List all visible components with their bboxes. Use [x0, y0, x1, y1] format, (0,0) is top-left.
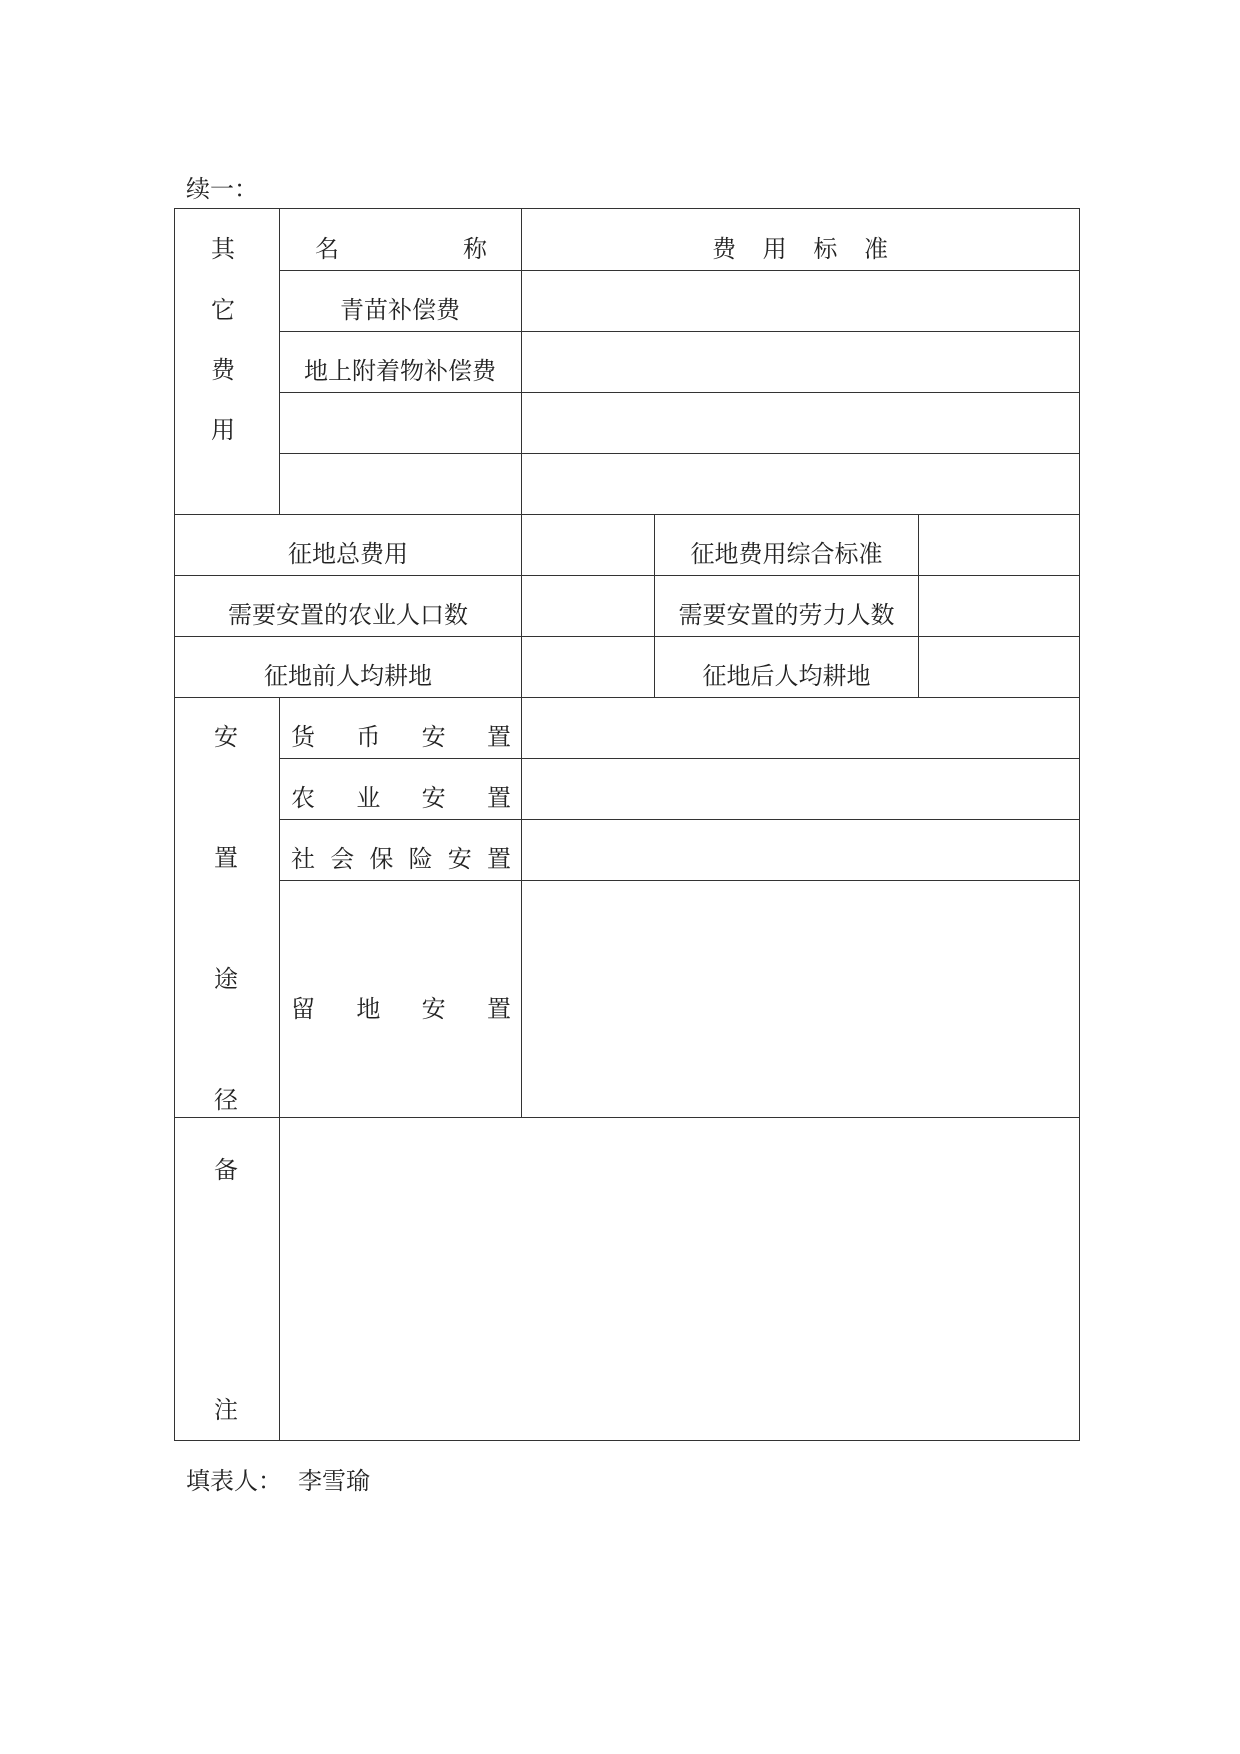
table-border-bottom	[174, 1440, 1080, 1441]
summary-label: 征地前人均耕地	[264, 662, 432, 690]
resettlement-label-money: 货 币 安 置	[291, 723, 511, 751]
section-divider	[174, 1117, 1080, 1118]
table-border-top	[174, 208, 1080, 209]
row-divider	[279, 880, 1079, 881]
filler-label: 填表人：	[186, 1467, 282, 1495]
summary-label: 征地费用综合标准	[690, 540, 883, 568]
row-divider	[174, 636, 1080, 637]
col-divider	[521, 514, 522, 697]
col-divider	[521, 697, 522, 1117]
summary-label: 征地总费用	[288, 540, 408, 568]
col-divider	[521, 208, 522, 514]
remarks-side-char: 备	[214, 1156, 238, 1184]
col-divider	[654, 514, 655, 697]
fee-name-cell: 地上附着物补偿费	[304, 357, 496, 385]
resettlement-side-char: 安	[214, 723, 238, 751]
other-fees-side-char: 其	[211, 235, 235, 263]
col-divider	[279, 208, 280, 514]
resettlement-label-reserved-land: 留 地 安 置	[291, 995, 511, 1023]
resettlement-label-agriculture: 农 业 安 置	[291, 784, 511, 812]
row-divider	[279, 270, 1079, 271]
resettlement-side-char: 途	[214, 965, 238, 993]
col-divider	[279, 697, 280, 1117]
table-border-left	[174, 208, 175, 1440]
resettlement-label-social-insurance: 社 会 保 险 安 置	[291, 845, 511, 873]
continued-label: 续一：	[186, 175, 258, 203]
summary-label: 需要安置的农业人口数	[228, 601, 468, 629]
row-divider	[279, 453, 1079, 454]
name-column-header: 名 称	[315, 235, 487, 263]
table-border-right	[1079, 208, 1080, 1440]
row-divider	[174, 575, 1080, 576]
summary-label: 征地后人均耕地	[702, 662, 871, 690]
row-divider	[279, 758, 1079, 759]
col-divider	[918, 514, 919, 697]
resettlement-side-char: 置	[214, 844, 238, 872]
resettlement-side-char: 径	[214, 1086, 238, 1114]
fee-name-cell: 青苗补偿费	[340, 296, 460, 324]
section-divider	[174, 697, 1080, 698]
summary-label: 需要安置的劳力人数	[678, 601, 895, 629]
section-divider	[174, 514, 1080, 515]
standard-column-header: 费 用 标 准	[712, 235, 888, 263]
row-divider	[279, 819, 1079, 820]
other-fees-side-char: 费	[211, 356, 235, 384]
row-divider	[279, 331, 1079, 332]
other-fees-side-char: 它	[211, 296, 235, 324]
remarks-side-char: 注	[214, 1396, 238, 1424]
filler-name: 李雪瑜	[298, 1467, 370, 1495]
col-divider	[279, 1117, 280, 1440]
row-divider	[279, 392, 1079, 393]
other-fees-side-char: 用	[211, 416, 235, 444]
